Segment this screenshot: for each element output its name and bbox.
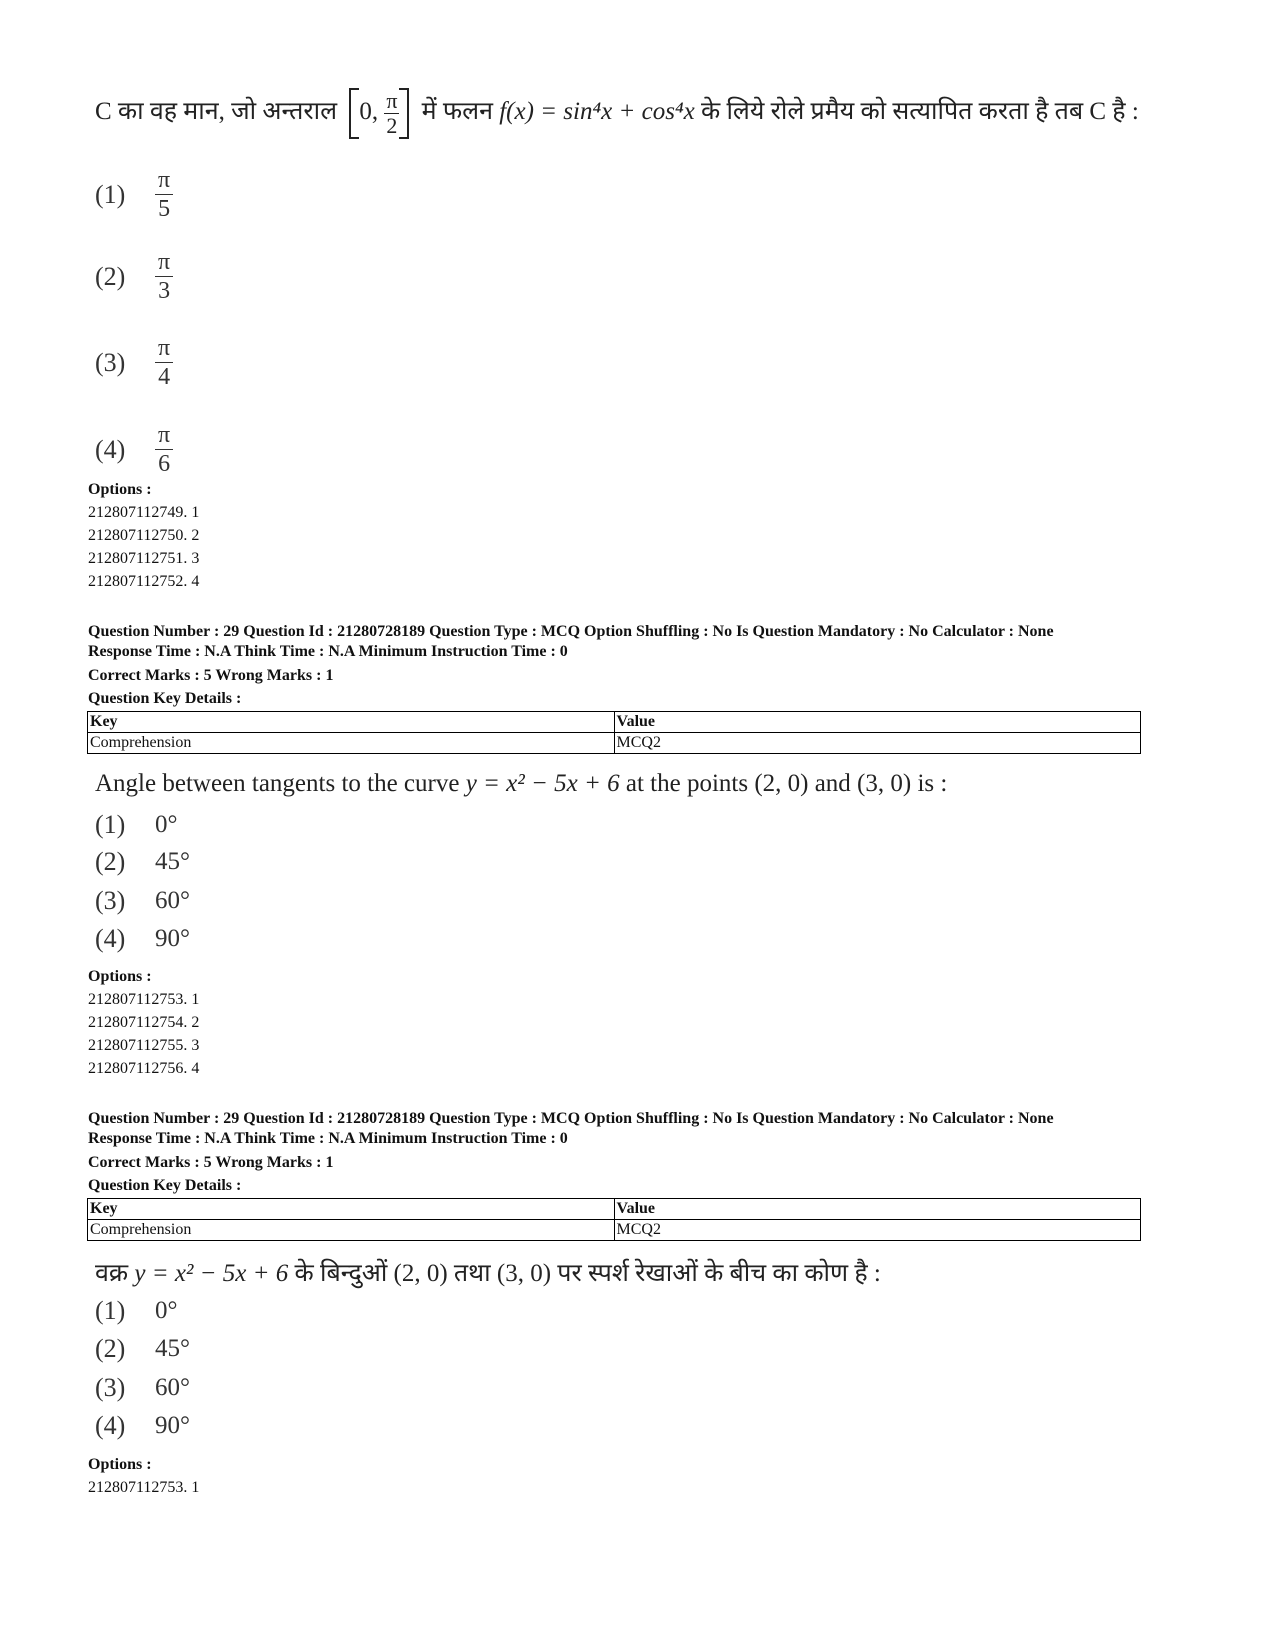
q29-hi-equation: y = x² − 5x + 6 — [134, 1260, 289, 1287]
q29-en-text-a: Angle between tangents to the curve — [95, 770, 460, 797]
option-value: 60° — [155, 1374, 190, 1401]
q29-en-equation: y = x² − 5x + 6 — [465, 770, 620, 797]
table-header-row — [88, 1199, 1141, 1220]
q29-hi-text-b: के बिन्दुओं (2, 0) तथा (3, 0) पर स्पर्श रेखाओं के बीच का कोण है : — [294, 1260, 881, 1287]
q28-function: f(x) = sin⁴x + cos⁴x — [499, 98, 695, 126]
q29-en-option-1 — [95, 810, 178, 840]
option-value: 45° — [155, 1335, 190, 1362]
table-header-row — [88, 712, 1141, 733]
q28-interval-den: 2 — [386, 113, 398, 138]
fraction-denominator: 3 — [158, 278, 171, 304]
option-id: 212807112753. 1 — [88, 991, 200, 1008]
table-header-key: Key — [88, 712, 615, 733]
option-id: 212807112749. 1 — [88, 504, 200, 521]
q29-hi-option-3 — [95, 1373, 190, 1403]
option-id: 212807112756. 4 — [88, 1060, 200, 1077]
question-meta-line1: Question Number : 29 Question Id : 21280728189 Question Type : MCQ Option Shuffling : No Is Question Mandatory : No Calculator : None — [88, 623, 1054, 640]
fraction-numerator: π — [155, 336, 173, 363]
q29-hi-option-4 — [95, 1411, 190, 1441]
question-meta-line2: Response Time : N.A Think Time : N.A Minimum Instruction Time : 0 — [88, 643, 568, 660]
q28-option-label: (4) — [95, 434, 126, 464]
q28-option-2 — [95, 250, 173, 303]
fraction-denominator: 6 — [158, 451, 171, 477]
q28-option-4 — [95, 423, 173, 476]
option-value: 90° — [155, 1412, 190, 1439]
option-label: (4) — [95, 1411, 126, 1440]
q29-hi-meta — [88, 1109, 1054, 1149]
table-header-key: Key — [88, 1199, 615, 1220]
q29-en-option-3 — [95, 886, 190, 916]
q28-option-fraction — [155, 336, 173, 389]
q28-text-part2: में फलन — [421, 98, 493, 126]
fraction-denominator: 5 — [158, 196, 171, 222]
option-label: (4) — [95, 924, 126, 953]
q28-option-label: (1) — [95, 179, 126, 209]
option-label: (3) — [95, 886, 126, 915]
option-id: 212807112751. 3 — [88, 550, 200, 567]
table-row — [88, 1220, 1141, 1241]
q29-en-marks: Correct Marks : 5 Wrong Marks : 1 — [88, 667, 334, 684]
table-row — [88, 733, 1141, 754]
q29-en-text-b: at the points (2, 0) and (3, 0) is : — [625, 770, 948, 797]
question-meta-line1: Question Number : 29 Question Id : 21280728189 Question Type : MCQ Option Shuffling : No Is Question Mandatory : No Calculator : None — [88, 1110, 1054, 1127]
table-header-value: Value — [614, 1199, 1141, 1220]
options-heading: Options : — [88, 1456, 152, 1473]
q29-hi-question-text — [95, 1255, 881, 1289]
table-cell-value: MCQ2 — [614, 1220, 1141, 1241]
option-label: (2) — [95, 1334, 126, 1363]
q28-interval-fraction — [384, 90, 399, 137]
q28-options-list — [88, 478, 199, 593]
q28-option-3 — [95, 336, 173, 389]
table-cell-value: MCQ2 — [614, 733, 1141, 754]
q28-option-fraction — [155, 168, 173, 221]
table-header-value: Value — [614, 712, 1141, 733]
q28-option-fraction — [155, 250, 173, 303]
q29-hi-key-heading: Question Key Details : — [88, 1177, 242, 1194]
q29-en-options-list — [88, 965, 199, 1080]
option-label: (1) — [95, 810, 126, 839]
q28-interval-start: 0, — [359, 98, 379, 126]
q28-option-1 — [95, 168, 173, 221]
option-value: 90° — [155, 925, 190, 952]
option-value: 60° — [155, 887, 190, 914]
options-heading: Options : — [88, 968, 152, 985]
question-meta-line2: Response Time : N.A Think Time : N.A Minimum Instruction Time : 0 — [88, 1130, 568, 1147]
q28-text-part1: C का वह मान, जो अन्तराल — [95, 98, 338, 126]
q28-option-label: (3) — [95, 347, 126, 377]
table-cell-key: Comprehension — [88, 1220, 615, 1241]
option-id: 212807112755. 3 — [88, 1037, 200, 1054]
option-value: 0° — [155, 811, 178, 838]
q29-hi-text-a: वक्र — [95, 1260, 129, 1287]
option-value: 45° — [155, 848, 190, 875]
options-heading: Options : — [88, 481, 152, 498]
q29-en-option-4 — [95, 924, 190, 954]
option-id: 212807112753. 1 — [88, 1479, 200, 1496]
q29-hi-options-list — [88, 1453, 199, 1499]
q28-option-label: (2) — [95, 261, 126, 291]
q28-option-fraction — [155, 423, 173, 476]
option-label: (3) — [95, 1373, 126, 1402]
q29-en-meta — [88, 622, 1054, 662]
q29-en-key-table — [87, 711, 1141, 754]
option-id: 212807112752. 4 — [88, 573, 200, 590]
fraction-numerator: π — [155, 168, 173, 195]
option-id: 212807112750. 2 — [88, 527, 200, 544]
q28-interval-num: π — [386, 88, 398, 113]
option-label: (1) — [95, 1296, 126, 1325]
q28-text-part3: के लिये रोले प्रमैय को सत्यापित करता है तब C है : — [701, 98, 1139, 126]
q29-hi-key-table — [87, 1198, 1141, 1241]
option-id: 212807112754. 2 — [88, 1014, 200, 1031]
option-value: 0° — [155, 1297, 178, 1324]
fraction-numerator: π — [155, 423, 173, 450]
table-cell-key: Comprehension — [88, 733, 615, 754]
option-label: (2) — [95, 847, 126, 876]
q28-question-text — [95, 88, 1139, 139]
q29-en-question-text — [95, 770, 947, 798]
fraction-numerator: π — [155, 250, 173, 277]
q29-hi-option-2 — [95, 1334, 190, 1364]
q29-en-key-heading: Question Key Details : — [88, 690, 242, 707]
q29-hi-option-1 — [95, 1296, 178, 1326]
fraction-denominator: 4 — [158, 364, 171, 390]
q29-en-option-2 — [95, 847, 190, 877]
q29-hi-marks: Correct Marks : 5 Wrong Marks : 1 — [88, 1154, 334, 1171]
q28-interval — [349, 88, 409, 139]
